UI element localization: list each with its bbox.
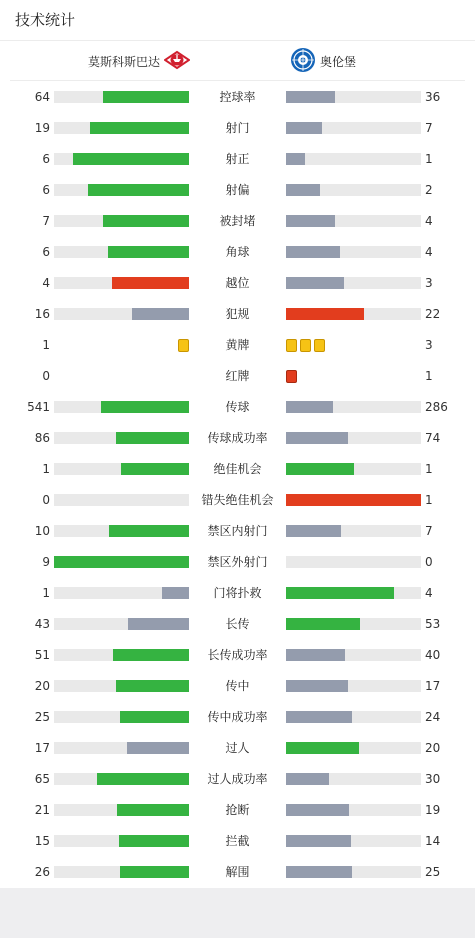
orenburg-logo-icon — [290, 47, 316, 76]
away-bar-fill — [286, 680, 348, 692]
home-cards — [178, 339, 189, 352]
stat-row — [0, 175, 475, 206]
stat-label: 长传成功率 — [207, 648, 268, 662]
away-value: 286 — [425, 400, 448, 414]
home-bar-track — [54, 587, 189, 599]
away-cards — [286, 370, 297, 383]
home-bar-fill — [162, 587, 189, 599]
away-bar-fill — [286, 277, 344, 289]
home-bar-track — [54, 91, 189, 103]
away-value: 24 — [425, 710, 441, 724]
stat-row — [0, 237, 475, 268]
home-bar-fill — [117, 804, 189, 816]
home-value: 64 — [34, 90, 50, 104]
home-value: 51 — [34, 648, 50, 662]
stat-label: 射正 — [225, 152, 250, 166]
home-value: 17 — [34, 741, 50, 755]
home-bar-track — [54, 618, 189, 630]
home-bar-fill — [101, 401, 189, 413]
away-bar-track — [286, 556, 421, 568]
away-bar-track — [286, 866, 421, 878]
home-bar-track — [54, 122, 189, 134]
away-bar-fill — [286, 122, 322, 134]
home-bar-track — [54, 246, 189, 258]
home-bar-fill — [97, 773, 189, 785]
away-bar-track — [286, 525, 421, 537]
stat-row — [0, 82, 475, 113]
away-value: 7 — [425, 524, 433, 538]
home-bar-fill — [103, 91, 189, 103]
away-value: 2 — [425, 183, 433, 197]
away-value: 1 — [425, 152, 433, 166]
stat-label: 传中 — [225, 679, 250, 693]
stat-row — [0, 485, 475, 516]
home-team-name: 莫斯科斯巴达 — [87, 54, 160, 69]
away-value: 19 — [425, 803, 441, 817]
home-value: 1 — [42, 338, 50, 352]
away-bar-fill — [286, 463, 354, 475]
red-card-icon — [286, 370, 297, 383]
away-bar-fill — [286, 525, 341, 537]
home-bar-fill — [108, 246, 189, 258]
stat-row — [0, 702, 475, 733]
away-value: 7 — [425, 121, 433, 135]
stat-row — [0, 857, 475, 888]
home-value: 541 — [27, 400, 50, 414]
home-bar-track — [54, 463, 189, 475]
stat-row — [0, 578, 475, 609]
home-bar-fill — [113, 649, 189, 661]
stat-row — [0, 423, 475, 454]
page-title: 技术统计 — [15, 11, 76, 29]
stat-label: 传球 — [225, 400, 250, 414]
home-bar-fill — [120, 711, 189, 723]
home-bar-track — [54, 804, 189, 816]
home-value: 25 — [34, 710, 50, 724]
home-bar-track — [54, 277, 189, 289]
stat-label: 禁区外射门 — [207, 555, 268, 569]
home-value: 9 — [42, 555, 50, 569]
home-bar-fill — [128, 618, 189, 630]
away-bar-fill — [286, 835, 351, 847]
home-bar-fill — [119, 835, 189, 847]
away-bar-fill — [286, 494, 421, 506]
stat-label: 过人成功率 — [207, 772, 268, 786]
home-bar-track — [54, 680, 189, 692]
away-value: 14 — [425, 834, 441, 848]
stat-label: 传中成功率 — [207, 710, 268, 724]
home-bar-fill — [121, 463, 189, 475]
away-bar-track — [286, 91, 421, 103]
away-value: 3 — [425, 276, 433, 290]
away-value: 3 — [425, 338, 433, 352]
home-bar-fill — [120, 866, 189, 878]
away-value: 25 — [425, 865, 441, 879]
away-value: 1 — [425, 369, 433, 383]
home-bar-fill — [90, 122, 189, 134]
yellow-card-icon — [178, 339, 189, 352]
stat-row — [0, 764, 475, 795]
away-bar-track — [286, 308, 421, 320]
stat-label: 错失绝佳机会 — [201, 493, 274, 507]
yellow-card-icon — [286, 339, 297, 352]
home-bar-track — [54, 711, 189, 723]
home-value: 43 — [34, 617, 50, 631]
stat-row — [0, 361, 475, 392]
home-bar-fill — [103, 215, 189, 227]
away-value: 36 — [425, 90, 441, 104]
away-bar-track — [286, 773, 421, 785]
stat-row — [0, 547, 475, 578]
home-value: 21 — [34, 803, 50, 817]
home-bar-track — [54, 308, 189, 320]
away-value: 20 — [425, 741, 441, 755]
away-bar-fill — [286, 401, 333, 413]
away-bar-fill — [286, 742, 359, 754]
away-bar-track — [286, 215, 421, 227]
stat-label: 绝佳机会 — [213, 462, 262, 476]
home-bar-track — [54, 184, 189, 196]
stat-label: 抢断 — [225, 803, 250, 817]
stat-label: 控球率 — [219, 90, 256, 104]
home-value: 10 — [34, 524, 50, 538]
away-value: 53 — [425, 617, 441, 631]
away-bar-fill — [286, 432, 348, 444]
home-bar-fill — [112, 277, 189, 289]
away-value: 22 — [425, 307, 441, 321]
home-bar-fill — [109, 525, 189, 537]
away-bar-track — [286, 122, 421, 134]
away-value: 4 — [425, 586, 433, 600]
away-bar-track — [286, 153, 421, 165]
stat-row — [0, 392, 475, 423]
away-bar-fill — [286, 587, 394, 599]
away-value: 4 — [425, 245, 433, 259]
away-bar-track — [286, 494, 421, 506]
away-bar-track — [286, 401, 421, 413]
home-value: 7 — [42, 214, 50, 228]
home-bar-track — [54, 866, 189, 878]
stat-row — [0, 826, 475, 857]
home-value: 26 — [34, 865, 50, 879]
home-bar-fill — [132, 308, 189, 320]
home-bar-track — [54, 494, 189, 506]
stat-row — [0, 671, 475, 702]
away-bar-fill — [286, 649, 345, 661]
stat-row — [0, 795, 475, 826]
home-bar-fill — [127, 742, 189, 754]
away-value: 1 — [425, 462, 433, 476]
home-bar-track — [54, 153, 189, 165]
stat-label: 犯规 — [225, 307, 250, 321]
home-bar-track — [54, 401, 189, 413]
home-bar-track — [54, 835, 189, 847]
away-bar-fill — [286, 773, 329, 785]
stat-row — [0, 299, 475, 330]
away-bar-fill — [286, 804, 349, 816]
stat-row — [0, 516, 475, 547]
home-bar-fill — [116, 432, 189, 444]
stat-label: 传球成功率 — [207, 431, 268, 445]
away-value: 74 — [425, 431, 441, 445]
home-bar-track — [54, 525, 189, 537]
away-team-name: 奥伦堡 — [320, 54, 357, 69]
away-bar-track — [286, 432, 421, 444]
stat-label: 射偏 — [225, 183, 250, 197]
stat-label: 越位 — [225, 276, 250, 290]
home-bar-fill — [73, 153, 189, 165]
away-bar-track — [286, 804, 421, 816]
away-value: 40 — [425, 648, 441, 662]
stat-label: 门将扑救 — [213, 586, 262, 600]
home-value: 1 — [42, 586, 50, 600]
home-value: 1 — [42, 462, 50, 476]
home-bar-track — [54, 773, 189, 785]
home-value: 6 — [42, 183, 50, 197]
home-bar-track — [54, 649, 189, 661]
home-value: 0 — [42, 493, 50, 507]
away-bar-track — [286, 680, 421, 692]
home-value: 65 — [34, 772, 50, 786]
stat-label: 角球 — [225, 245, 250, 259]
away-bar-track — [286, 742, 421, 754]
home-bar-track — [54, 742, 189, 754]
stat-label: 解围 — [225, 865, 250, 879]
team-header — [10, 41, 465, 81]
away-cards — [286, 339, 325, 352]
stat-row — [0, 733, 475, 764]
home-bar-track — [54, 215, 189, 227]
away-bar-track — [286, 587, 421, 599]
home-bar-track — [54, 432, 189, 444]
away-value: 17 — [425, 679, 441, 693]
away-bar-fill — [286, 184, 320, 196]
away-bar-fill — [286, 246, 340, 258]
away-bar-track — [286, 246, 421, 258]
away-bar-fill — [286, 618, 360, 630]
home-value: 19 — [34, 121, 50, 135]
yellow-card-icon — [300, 339, 311, 352]
away-team[interactable] — [290, 41, 356, 81]
away-bar-track — [286, 463, 421, 475]
home-value: 4 — [42, 276, 50, 290]
away-value: 0 — [425, 555, 433, 569]
stat-row — [0, 206, 475, 237]
stat-row — [0, 144, 475, 175]
stat-label: 拦截 — [225, 834, 250, 848]
stat-label: 长传 — [225, 617, 250, 631]
stat-row — [0, 113, 475, 144]
stat-row — [0, 454, 475, 485]
away-bar-track — [286, 277, 421, 289]
away-value: 1 — [425, 493, 433, 507]
stat-row — [0, 330, 475, 361]
home-value: 6 — [42, 152, 50, 166]
stat-row — [0, 268, 475, 299]
home-value: 86 — [34, 431, 50, 445]
away-value: 30 — [425, 772, 441, 786]
away-bar-track — [286, 618, 421, 630]
stat-label: 射门 — [225, 121, 250, 135]
stat-label: 红牌 — [225, 369, 250, 383]
home-bar-fill — [88, 184, 189, 196]
away-bar-fill — [286, 91, 335, 103]
stat-row — [0, 640, 475, 671]
away-bar-fill — [286, 215, 335, 227]
home-bar-track — [54, 556, 189, 568]
stat-label: 禁区内射门 — [207, 524, 268, 538]
home-value: 15 — [34, 834, 50, 848]
stat-row — [0, 609, 475, 640]
home-bar-fill — [116, 680, 189, 692]
yellow-card-icon — [314, 339, 325, 352]
away-value: 4 — [425, 214, 433, 228]
away-bar-track — [286, 835, 421, 847]
stat-label: 过人 — [225, 741, 250, 755]
home-value: 6 — [42, 245, 50, 259]
away-bar-fill — [286, 153, 305, 165]
stat-label: 被封堵 — [219, 214, 256, 228]
home-value: 20 — [34, 679, 50, 693]
home-bar-fill — [54, 556, 189, 568]
stat-label: 黄牌 — [225, 338, 250, 352]
away-bar-track — [286, 711, 421, 723]
away-bar-track — [286, 649, 421, 661]
home-team[interactable] — [88, 41, 190, 81]
spartak-moscow-logo-icon — [164, 50, 190, 73]
away-bar-fill — [286, 866, 352, 878]
away-bar-track — [286, 184, 421, 196]
away-bar-fill — [286, 711, 352, 723]
home-value: 0 — [42, 369, 50, 383]
away-bar-fill — [286, 308, 364, 320]
home-value: 16 — [34, 307, 50, 321]
